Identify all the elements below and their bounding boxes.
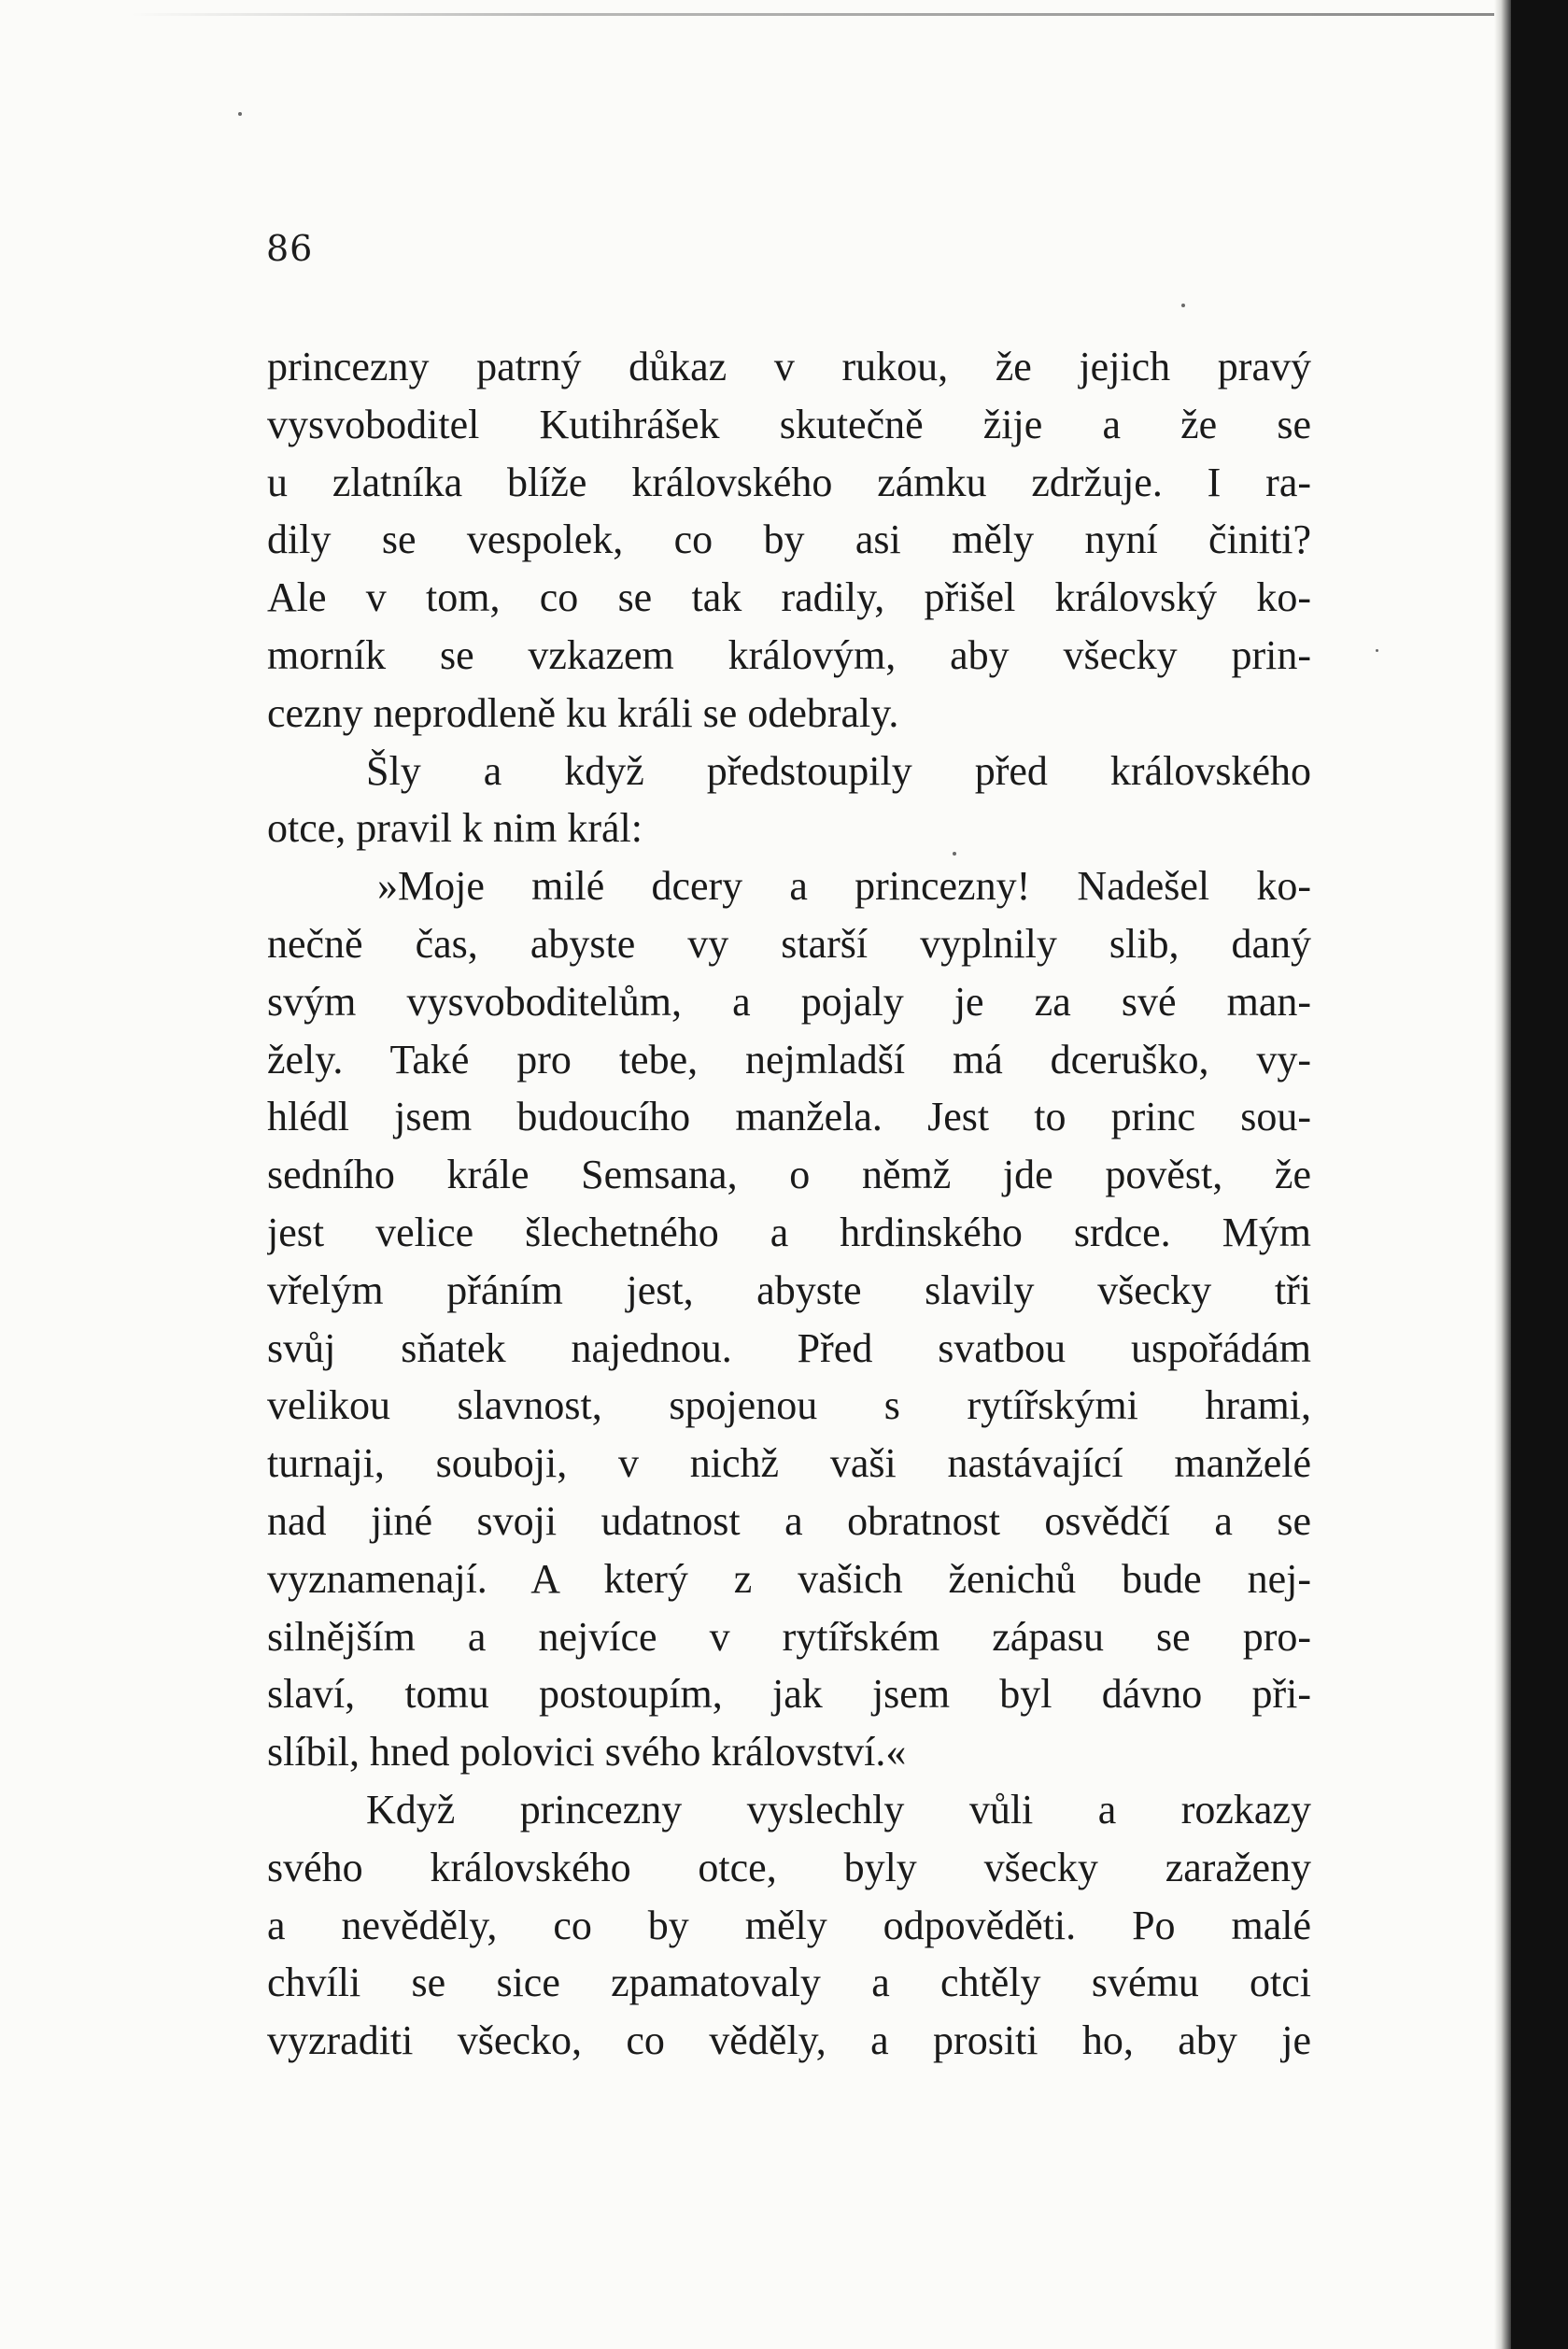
text-line: slaví, tomu postoupím, jak jsem byl dávno při- [267,1671,1311,1718]
text-line: princezny patrný důkaz v rukou, že jejich pravý [267,344,1311,389]
paragraph-first-line: Když princezny vyslechly vůli a rozkazy [366,1786,1311,1833]
paragraph-first-line: »Moje milé dcery a princezny! Nadešel ko- [377,863,1311,910]
body-text [267,338,1311,2070]
text-line: slíbil, hned polovici svého království.« [267,1729,907,1776]
text-line: vřelým přáním jest, abyste slavily všecky tři [267,1266,1311,1313]
text-line: turnaji, souboji, v nichž vaši nastávající manželé [267,1440,1311,1487]
text-line: vyznamenají. A který z vašich ženichů bude nej- [267,1555,1311,1602]
text-line: sedního krále Semsana, o němž jde pověst, že [267,1152,1311,1198]
text-line: svého královského otce, byly všecky zaraženy [267,1844,1311,1890]
paper-speck [1181,304,1185,307]
text-line: nečně čas, abyste vy starší vyplnily slib, daný [267,920,1311,967]
text-line: cezny neprodleně ku králi se odebraly. [267,689,899,736]
text-line: morník se vzkazem královým, aby všecky prin- [267,631,1311,678]
page-number: 86 [266,228,314,269]
paper-speck [238,112,242,116]
text-line: svůj sňatek najednou. Před svatbou uspořádám [267,1324,1311,1371]
text-line: otce, pravil k nim král: [267,805,643,852]
text-line: a nevěděly, co by měly odpověděti. Po malé [267,1902,1311,1948]
text-line: jest velice šlechetného a hrdinského srdce. Mým [267,1209,1311,1255]
text-line: Ale v tom, co se tak radily, přišel královský ko- [267,574,1311,621]
text-line: dily se vespolek, co by asi měly nyní činiti? [267,516,1311,563]
text-line: vysvoboditel Kutihrášek skutečně žije a že se [267,401,1311,447]
text-line: nad jiné svoji udatnost a obratnost osvědčí a se [267,1497,1311,1544]
text-line: vyzraditi všecko, co věděly, a prositi ho, aby je [267,2017,1311,2064]
page-top-edge [131,13,1504,16]
paper-speck [1376,649,1378,652]
text-line: žely. Také pro tebe, nejmladší má dceruško, vy- [267,1036,1311,1083]
paragraph-first-line: Šly a když předstoupily před královského [366,747,1311,794]
scan-background [1511,0,1568,2349]
text-line: silnějším a nejvíce v rytířském zápasu se pro- [267,1613,1311,1660]
text-line: chvíli se sice zpamatovaly a chtěly svému otci [267,1960,1311,2006]
text-line: hlédl jsem budoucího manžela. Jest to princ sou- [267,1094,1311,1140]
text-line: u zlatníka blíže královského zámku zdržuje. I ra- [267,459,1311,505]
page-right-edge-shadow [1494,0,1511,2349]
text-line: svým vysvoboditelům, a pojaly je za své man- [267,978,1311,1025]
text-line: velikou slavnost, spojenou s rytířskými hrami, [267,1382,1311,1429]
